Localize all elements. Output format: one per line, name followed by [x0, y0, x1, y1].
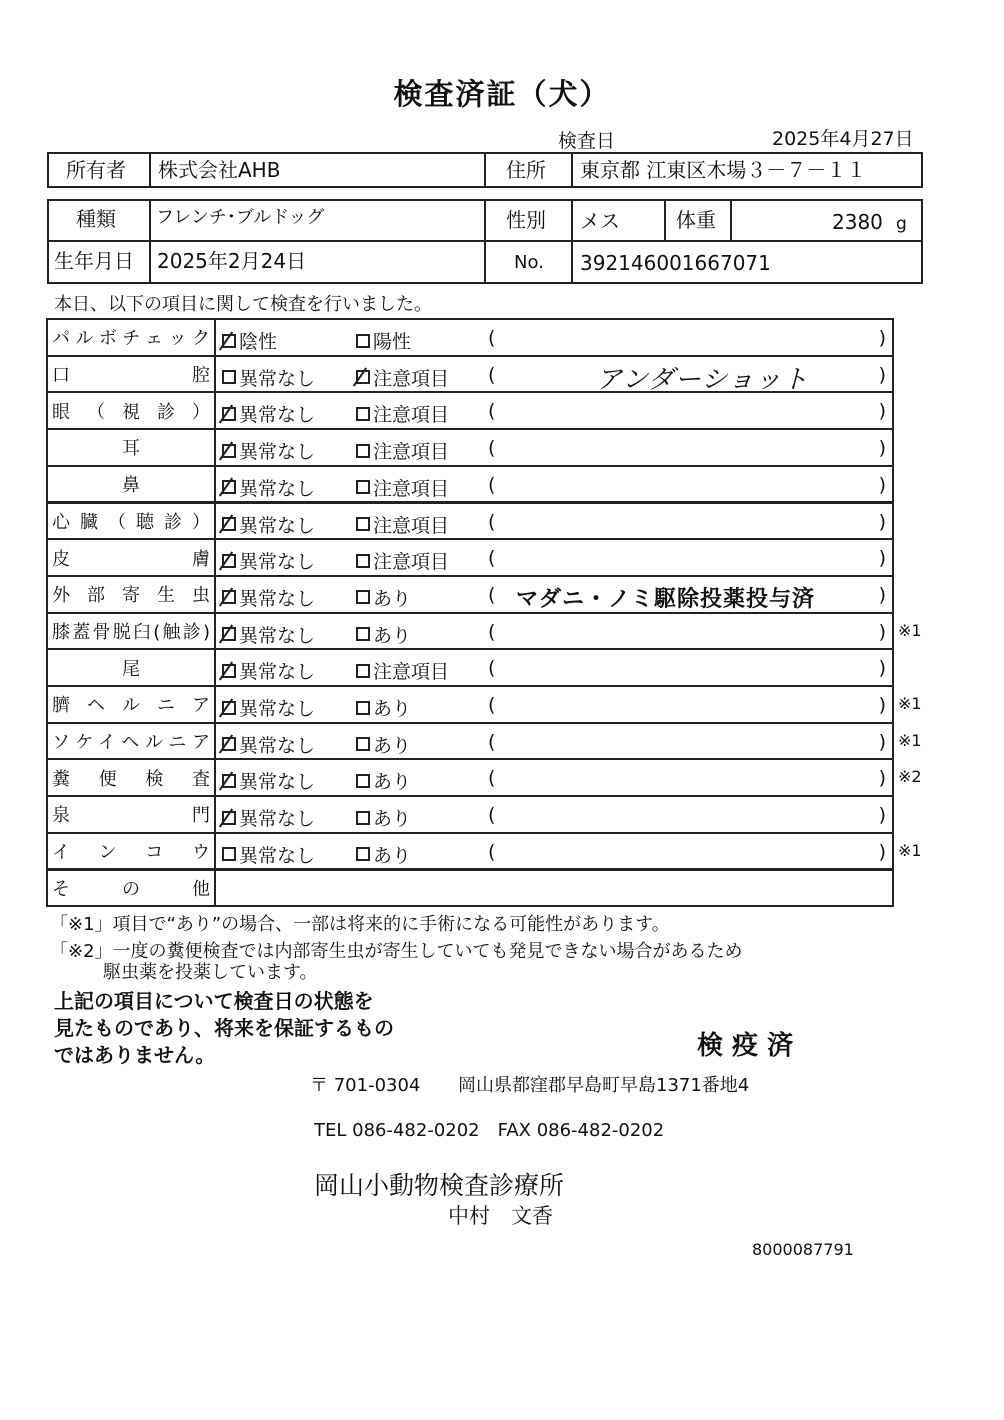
paren-close: )	[878, 657, 886, 680]
check-row-body	[214, 648, 894, 687]
postal-code: 〒 701-0304	[310, 1075, 421, 1096]
no-label: No.	[514, 252, 544, 273]
paren-open: (	[488, 473, 496, 496]
option-2[interactable]: あり	[356, 767, 411, 794]
option-1[interactable]: 異常なし	[222, 547, 315, 574]
check-row-label: 外部寄生虫	[46, 575, 214, 614]
option-1[interactable]: 異常なし	[222, 511, 315, 538]
check-row	[46, 391, 894, 430]
checkbox-icon[interactable]	[222, 444, 236, 458]
option-2[interactable]: あり	[356, 694, 411, 721]
weight-unit: g	[896, 214, 907, 234]
weight-label: 体重	[676, 208, 716, 232]
check-row-label: 口腔	[46, 355, 214, 394]
checkbox-icon[interactable]	[356, 554, 370, 568]
paren-open: (	[488, 400, 496, 423]
breed-value: フレンチ･ブルドッグ	[156, 207, 325, 228]
check-row-body	[214, 685, 894, 724]
checkbox-icon[interactable]	[356, 847, 370, 861]
paren-open: (	[488, 620, 496, 643]
check-row	[46, 832, 922, 871]
checkbox-icon[interactable]	[356, 627, 370, 641]
birth-value: 2025年2月24日	[157, 249, 307, 273]
paren-open: (	[488, 547, 496, 570]
address-label: 住所	[506, 158, 546, 182]
option-2[interactable]: 注意項目	[356, 547, 449, 574]
checkbox-icon[interactable]	[356, 701, 370, 715]
owner-value: 株式会社AHB	[158, 158, 281, 182]
paren-close: )	[878, 510, 886, 533]
footnote-mark: ※1	[898, 840, 922, 860]
option-1[interactable]: 異常なし	[222, 767, 315, 794]
paren-close: )	[878, 327, 886, 349]
paren-open: (	[488, 510, 496, 533]
option-2[interactable]: あり	[356, 841, 411, 868]
paren-close: )	[878, 804, 886, 827]
checkbox-icon[interactable]	[222, 554, 236, 568]
check-row-body	[214, 391, 894, 430]
checkbox-icon[interactable]	[356, 517, 370, 531]
check-row-body	[214, 318, 894, 357]
check-row-body	[214, 795, 894, 834]
option-1[interactable]: 陰性	[222, 327, 277, 354]
remark-note: マダニ・ノミ駆除投薬投与済	[516, 586, 816, 612]
paren-open: (	[488, 804, 496, 827]
checkbox-icon[interactable]	[222, 811, 236, 825]
check-row-body	[214, 832, 894, 871]
check-row-body	[214, 538, 894, 577]
option-1[interactable]: 異常なし	[222, 841, 315, 868]
quarantine-stamp: 検 疫 済	[697, 1031, 794, 1061]
paren-close: )	[878, 400, 886, 423]
footnote-2b: 駆虫薬を投薬しています。	[103, 962, 318, 983]
paren-close: )	[878, 583, 886, 606]
clinic-name: 岡山小動物検査診療所	[314, 1171, 565, 1200]
owner-label: 所有者	[66, 158, 126, 182]
check-row	[46, 318, 894, 357]
footnote-mark: ※2	[898, 767, 922, 787]
check-row-label: 臍ヘルニア	[46, 685, 214, 724]
checkbox-icon[interactable]	[356, 774, 370, 788]
check-row	[46, 648, 894, 687]
checkbox-icon[interactable]	[222, 737, 236, 751]
check-row-label: ソケイヘルニア	[46, 722, 214, 761]
paren-close: )	[878, 694, 886, 716]
check-row-body	[214, 722, 894, 761]
other-label: その他	[46, 869, 214, 908]
checkbox-icon[interactable]	[222, 370, 236, 384]
paren-close: )	[878, 730, 886, 753]
paren-open: (	[488, 363, 496, 386]
checkbox-icon[interactable]	[222, 480, 236, 494]
clinic-address: 岡山県都窪郡早島町早島1371番地4	[458, 1075, 750, 1096]
footnote-mark: ※1	[898, 694, 922, 713]
check-row	[46, 612, 922, 651]
checkbox-icon[interactable]	[222, 701, 236, 715]
inspection-table	[46, 318, 922, 906]
checkbox-icon[interactable]	[222, 627, 236, 641]
check-row-body	[214, 355, 894, 394]
option-1[interactable]: 異常なし	[222, 437, 315, 464]
option-1[interactable]: 異常なし	[222, 584, 315, 611]
handwritten-remark: アンダーショット	[596, 364, 809, 395]
checkbox-icon[interactable]	[356, 370, 370, 384]
checkbox-icon[interactable]	[222, 517, 236, 531]
paren-open: (	[488, 657, 496, 680]
checkbox-icon[interactable]	[222, 774, 236, 788]
paren-open: (	[488, 767, 496, 790]
option-1[interactable]: 異常なし	[222, 731, 315, 758]
check-row-label: 皮膚	[46, 538, 214, 577]
option-2[interactable]: あり	[356, 731, 411, 758]
option-1[interactable]: 異常なし	[222, 400, 315, 427]
inspection-date: 2025年4月27日	[772, 128, 914, 150]
check-row	[46, 575, 894, 614]
document-title: 検査済証（犬）	[393, 77, 611, 111]
check-row-label: 尾	[46, 648, 214, 687]
check-row-body	[214, 612, 894, 651]
checkbox-icon[interactable]	[356, 407, 370, 421]
tel-fax: TEL 086-482-0202 FAX 086-482-0202	[314, 1120, 665, 1141]
check-row	[46, 465, 894, 504]
option-2[interactable]: 注意項目	[356, 657, 449, 684]
check-row-label: 眼（視診）	[46, 391, 214, 430]
checkbox-icon[interactable]	[356, 811, 370, 825]
inspection-date-label: 検査日	[558, 130, 616, 152]
checkbox-icon[interactable]	[222, 847, 236, 861]
paren-close: )	[878, 547, 886, 570]
check-row	[46, 685, 922, 724]
intro-text: 本日、以下の項目に関して検査を行いました。	[54, 294, 432, 315]
sex-value: メス	[580, 209, 620, 233]
option-2[interactable]: 注意項目	[356, 364, 449, 391]
sex-label: 性別	[506, 208, 546, 232]
paren-open: (	[488, 437, 496, 460]
check-row	[46, 795, 894, 834]
weight-value: 2380	[832, 210, 883, 234]
option-2[interactable]: 注意項目	[356, 511, 449, 538]
check-row-label: 耳	[46, 428, 214, 467]
checkbox-icon[interactable]	[356, 737, 370, 751]
check-row	[46, 355, 894, 394]
checkbox-icon[interactable]	[356, 590, 370, 604]
paren-open: (	[488, 583, 496, 606]
paren-close: )	[878, 620, 886, 643]
check-row-body	[214, 758, 894, 797]
check-row	[46, 428, 894, 467]
checkbox-icon[interactable]	[356, 480, 370, 494]
checkbox-icon[interactable]	[356, 444, 370, 458]
paren-close: )	[878, 363, 886, 386]
check-row	[46, 502, 894, 541]
option-1[interactable]: 異常なし	[222, 657, 315, 684]
check-row-label: 膝蓋骨脱臼(触診)	[46, 612, 214, 651]
check-row-label: 泉門	[46, 795, 214, 834]
check-row-label: パルボチェック	[46, 318, 214, 357]
option-1[interactable]: 異常なし	[222, 474, 315, 501]
disclaimer-line: ではありません。	[54, 1043, 216, 1067]
checkbox-icon[interactable]	[222, 334, 236, 348]
check-row-body	[214, 465, 894, 504]
option-2[interactable]: あり	[356, 804, 411, 831]
option-2[interactable]: 注意項目	[356, 474, 449, 501]
other-row	[46, 869, 894, 908]
paren-open: (	[488, 840, 496, 863]
option-2[interactable]: あり	[356, 621, 411, 648]
check-row-body	[214, 502, 894, 541]
check-row-body	[214, 575, 894, 614]
doctor-name: 中村 文香	[448, 1204, 553, 1228]
check-row-label: 鼻	[46, 465, 214, 504]
paren-open: (	[488, 694, 496, 716]
disclaimer	[54, 988, 394, 1069]
paren-open: (	[488, 327, 496, 349]
option-2[interactable]: あり	[356, 584, 411, 611]
option-1[interactable]: 異常なし	[222, 694, 315, 721]
footnote-1: 「※1」項目で“あり”の場合、一部は将来的に手術になる可能性があります。	[50, 914, 670, 935]
option-1[interactable]: 異常なし	[222, 621, 315, 648]
paren-close: )	[878, 473, 886, 496]
option-2[interactable]: 注意項目	[356, 437, 449, 464]
footnote-mark: ※1	[898, 620, 922, 640]
option-1[interactable]: 異常なし	[222, 804, 315, 831]
address-value: 東京都 江東区木場３－７－１１	[580, 158, 867, 182]
check-row-label: 糞便検査	[46, 758, 214, 797]
checkbox-icon[interactable]	[222, 407, 236, 421]
option-2[interactable]: 陽性	[356, 327, 411, 354]
check-row	[46, 758, 922, 797]
no-value: 392146001667071	[580, 251, 771, 275]
checkbox-icon[interactable]	[356, 664, 370, 678]
option-2[interactable]: 注意項目	[356, 400, 449, 427]
other-body[interactable]	[214, 869, 894, 908]
paren-close: )	[878, 767, 886, 790]
option-1[interactable]: 異常なし	[222, 364, 315, 391]
footnote-2a: 「※2」一度の糞便検査では内部寄生虫が寄生していても発見できない場合があるため	[50, 941, 743, 962]
disclaimer-line: 上記の項目について検査日の状態を	[54, 989, 374, 1013]
paren-close: )	[878, 840, 886, 863]
paren-close: )	[878, 437, 886, 460]
paren-open: (	[488, 730, 496, 753]
check-row	[46, 722, 922, 761]
birth-label: 生年月日	[54, 249, 134, 273]
check-row-label: インコウ	[46, 832, 214, 871]
check-row	[46, 538, 894, 577]
footnote-mark: ※1	[898, 730, 922, 750]
check-row-body	[214, 428, 894, 467]
breed-label: 種類	[76, 207, 116, 231]
disclaimer-line: 見たものであり、将来を保証するもの	[54, 1016, 394, 1040]
checkbox-icon[interactable]	[222, 590, 236, 604]
serial-number: 8000087791	[752, 1240, 854, 1259]
checkbox-icon[interactable]	[356, 334, 370, 348]
checkbox-icon[interactable]	[222, 664, 236, 678]
check-row-label: 心臓（聴診）	[46, 502, 214, 541]
